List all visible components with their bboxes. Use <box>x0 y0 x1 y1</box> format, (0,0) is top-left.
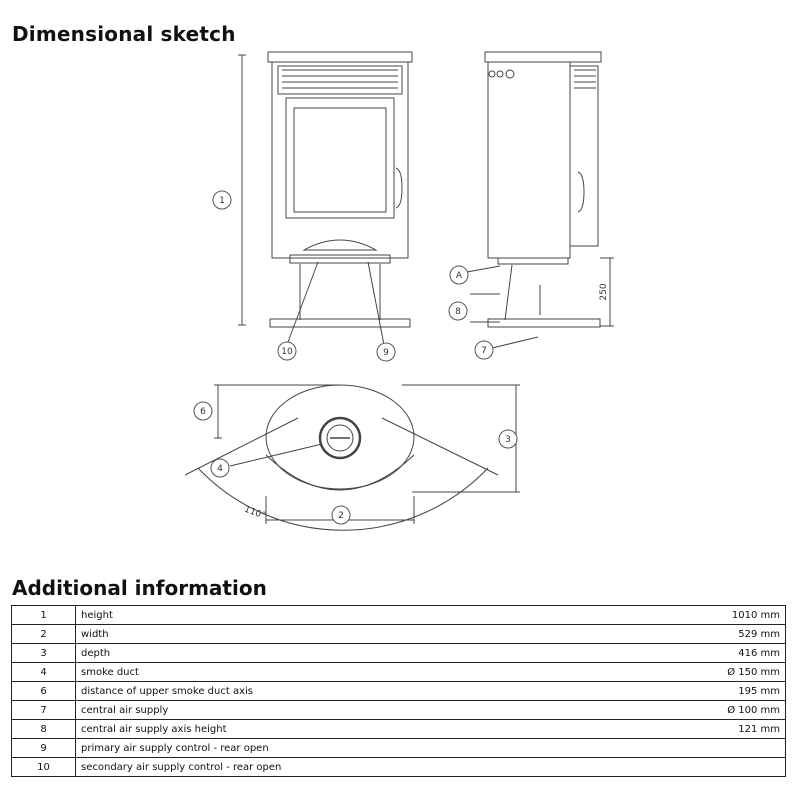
side-view <box>467 52 614 348</box>
callout-6-label: 6 <box>200 407 206 417</box>
table-row <box>12 606 786 625</box>
row-number: 7 <box>12 701 76 720</box>
dimension-250-label: 250 <box>599 283 609 301</box>
row-description: central air supply axis height <box>76 720 666 739</box>
table-row <box>12 758 786 777</box>
callout-8-label: 8 <box>455 307 461 317</box>
row-number: 3 <box>12 644 76 663</box>
row-description: width <box>76 625 666 644</box>
top-view <box>185 385 520 530</box>
row-value: Ø 100 mm <box>665 701 786 720</box>
table-row <box>12 739 786 758</box>
row-description: depth <box>76 644 666 663</box>
row-number: 8 <box>12 720 76 739</box>
info-title: Additional information <box>12 576 267 600</box>
callout-10-label: 10 <box>281 347 293 357</box>
row-number: 1 <box>12 606 76 625</box>
row-value <box>665 739 786 758</box>
angle-label: 110° <box>242 504 267 522</box>
row-number: 9 <box>12 739 76 758</box>
callout-3-label: 3 <box>505 435 511 445</box>
row-value: Ø 150 mm <box>665 663 786 682</box>
row-value: 195 mm <box>665 682 786 701</box>
row-value: 416 mm <box>665 644 786 663</box>
table-row <box>12 625 786 644</box>
table-row <box>12 644 786 663</box>
row-value: 121 mm <box>665 720 786 739</box>
row-description: primary air supply control - rear open <box>76 739 666 758</box>
row-number: 10 <box>12 758 76 777</box>
info-table <box>11 605 786 777</box>
row-description: secondary air supply control - rear open <box>76 758 666 777</box>
row-value: 529 mm <box>665 625 786 644</box>
front-view <box>238 52 412 345</box>
callout-1-label: 1 <box>219 196 225 206</box>
row-description: distance of upper smoke duct axis <box>76 682 666 701</box>
sketch-title: Dimensional sketch <box>12 22 236 46</box>
row-description: central air supply <box>76 701 666 720</box>
callout-4-label: 4 <box>217 464 223 474</box>
row-number: 6 <box>12 682 76 701</box>
row-description: smoke duct <box>76 663 666 682</box>
row-value <box>665 758 786 777</box>
callout-9-label: 9 <box>383 348 389 358</box>
table-row <box>12 720 786 739</box>
row-number: 2 <box>12 625 76 644</box>
callout-2-label: 2 <box>338 511 344 521</box>
callout-a-label: A <box>455 271 463 281</box>
callout-7-label: 7 <box>481 346 487 356</box>
table-row <box>12 682 786 701</box>
table-row <box>12 701 786 720</box>
row-number: 4 <box>12 663 76 682</box>
row-value: 1010 mm <box>665 606 786 625</box>
row-description: height <box>76 606 666 625</box>
table-row <box>12 663 786 682</box>
